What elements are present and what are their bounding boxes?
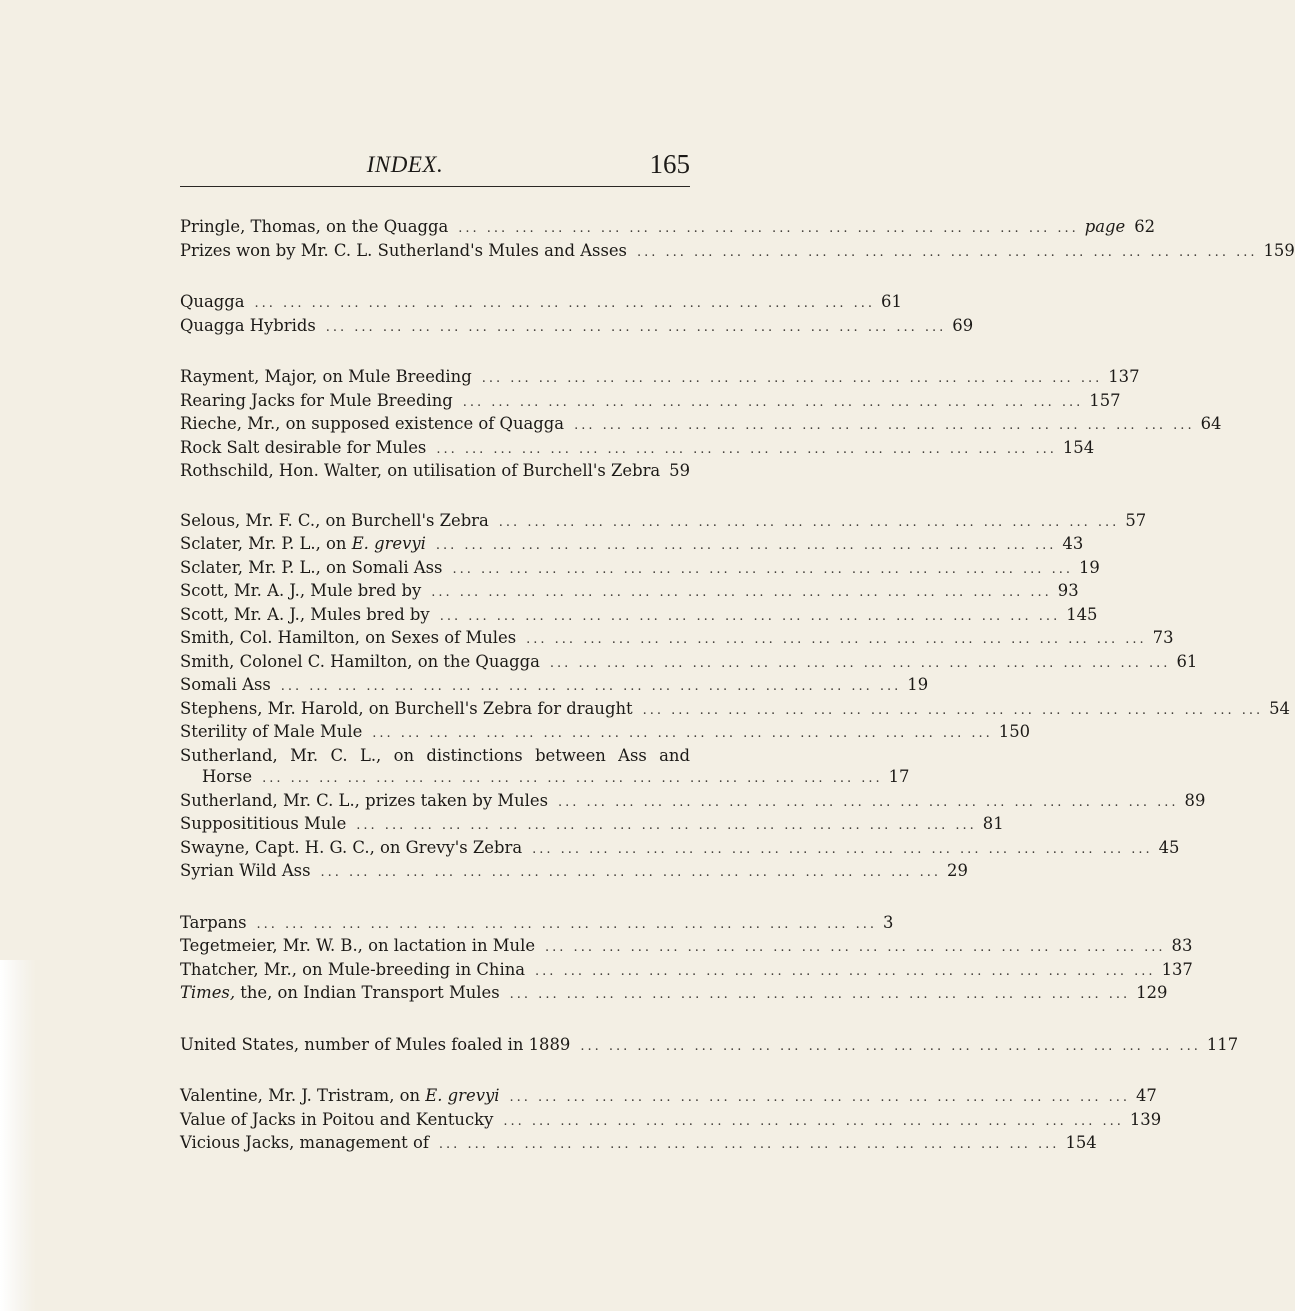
leader-dots (448, 218, 1085, 240)
entry-page-number: 89 (1184, 790, 1206, 810)
entry-page-number: 83 (1171, 936, 1193, 955)
entry-text (180, 698, 633, 720)
entry-page-number: 57 (1125, 510, 1147, 530)
page-edge-shadow (0, 960, 36, 1311)
leader-dots (362, 723, 999, 745)
index-entry (180, 837, 1180, 861)
entry-page-number: 43 (1062, 534, 1084, 553)
entry-label: Sclater, Mr. P. L., on (180, 534, 352, 553)
entry-text (180, 1034, 570, 1056)
entry-page-number: 157 (1089, 390, 1121, 410)
leader-dots (430, 606, 1067, 628)
index-letter-group (180, 366, 1222, 482)
leader-dots (525, 961, 1162, 983)
entry-label: Selous, Mr. F. C., on Burchell's Zebra (180, 510, 489, 530)
entry-text (180, 413, 564, 435)
entry-page-number: 150 (998, 722, 1031, 741)
leader-dots (540, 653, 1177, 675)
entry-label: Smith, Col. Hamilton, on Sexes of Mules (180, 628, 517, 647)
entry-word: distinctions (426, 745, 523, 765)
index-entry (180, 510, 1147, 534)
entry-text (180, 580, 421, 602)
leader-dots (271, 676, 908, 698)
entry-text (180, 745, 690, 767)
leader-dots (316, 317, 953, 339)
entry-word: Sutherland, (180, 745, 278, 765)
leader-dots (346, 815, 983, 837)
leader-dots (535, 937, 1172, 959)
leader-dots (252, 768, 889, 790)
entry-label-italic: E. grevyi (425, 1086, 500, 1105)
entry-text (180, 674, 271, 696)
entry-word: L., (359, 745, 382, 765)
index-entry (180, 935, 1193, 959)
entry-page-number: 129 (1136, 983, 1168, 1002)
entry-page-number: 159 (1263, 240, 1295, 260)
leader-dots (627, 242, 1264, 264)
index-entry (180, 580, 1079, 604)
entry-word: Mr. (290, 745, 319, 765)
index-entry (180, 1132, 1097, 1156)
index-entry (180, 291, 902, 315)
entry-label: Tarpans (180, 912, 247, 932)
leader-dots (489, 512, 1126, 534)
index-entry (180, 1085, 1157, 1109)
running-header (180, 149, 690, 187)
entry-page-number: 19 (907, 675, 929, 694)
entry-page-number: 137 (1161, 959, 1193, 979)
index-letter-group (180, 912, 1193, 1006)
entry-text (180, 959, 525, 981)
entry-label-italic: Times, (180, 983, 236, 1002)
leader-dots (472, 368, 1109, 390)
index-entry (180, 437, 1095, 461)
entry-page-number (1085, 216, 1155, 238)
entry-label: Pringle, Thomas, on the Quagga (180, 217, 449, 236)
entry-label: Quagga (180, 292, 245, 311)
entry-label: Vicious Jacks, management of (180, 1133, 429, 1152)
entry-text (180, 982, 500, 1004)
entry-text (180, 437, 426, 459)
entry-label-italic: E. grevyi (351, 534, 426, 553)
entry-page-number: 61 (1176, 651, 1198, 671)
entry-label: United States, number of Mules foaled in 1889 (180, 1034, 571, 1054)
leader-dots (421, 582, 1058, 604)
index-entry (180, 982, 1168, 1006)
index-entry (180, 912, 894, 936)
entry-text (180, 860, 311, 882)
index-letter-group (180, 510, 1290, 884)
entry-label: Sterility of Male Mule (180, 722, 363, 741)
leader-dots (429, 1134, 1066, 1156)
leader-dots (570, 1036, 1207, 1058)
index-entry (180, 698, 1290, 722)
entry-text (180, 216, 448, 238)
entry-text (180, 837, 522, 859)
entry-text (180, 935, 535, 957)
entry-label: Stephens, Mr. Harold, on Burchell's Zebra for draught (180, 698, 633, 718)
entry-page-number: 73 (1152, 628, 1174, 647)
entry-text (180, 813, 346, 835)
entry-label: Prizes won by Mr. C. L. Sutherland's Mules and Asses (180, 240, 627, 260)
entry-page-number: 29 (947, 861, 968, 880)
entry-text (180, 533, 426, 555)
leader-dots (500, 984, 1137, 1006)
entry-page-number: 81 (982, 814, 1004, 833)
entry-page-number: 64 (1200, 414, 1222, 433)
entry-label: Swayne, Capt. H. G. C., on Grevy's Zebra (180, 837, 523, 857)
index-letter-group (180, 1034, 1239, 1058)
entry-page-number: 61 (881, 292, 902, 311)
leader-dots (516, 629, 1153, 651)
index-entry (180, 557, 1100, 581)
page-number: 165 (649, 149, 690, 179)
index-list (180, 216, 1295, 1184)
entry-text (180, 390, 453, 412)
index-entry (180, 413, 1222, 437)
index-entry (180, 315, 974, 339)
entry-text (180, 557, 442, 579)
entry-text (180, 651, 540, 673)
leader-dots (499, 1087, 1136, 1109)
entry-text (180, 460, 661, 482)
entry-word: between (535, 745, 606, 765)
entry-label: Supposititious Mule (180, 814, 347, 833)
index-entry (180, 366, 1140, 390)
index-entry (180, 860, 968, 884)
index-entry (180, 390, 1121, 414)
entry-label: Tegetmeier, Mr. W. B., on lactation in Mule (180, 936, 536, 955)
index-letter-group (180, 291, 974, 338)
entry-label: Quagga Hybrids (180, 315, 316, 335)
leader-dots (247, 914, 884, 936)
entry-label: Valentine, Mr. J. Tristram, on (180, 1086, 426, 1105)
index-entry (180, 604, 1098, 628)
entry-page-number: 69 (952, 315, 974, 335)
entry-page-number: 154 (1062, 437, 1095, 457)
entry-text (180, 721, 362, 743)
entry-text (180, 1085, 499, 1107)
entry-continuation: Horse (202, 767, 253, 786)
entry-text (180, 604, 430, 626)
entry-page-number: 59 (669, 461, 690, 480)
entry-label: Rearing Jacks for Mule Breeding (180, 390, 453, 410)
entry-label: Scott, Mr. A. J., Mule bred by (180, 581, 422, 600)
entry-label: Rothschild, Hon. Walter, on utilisation of Burchell's Zebra (180, 461, 661, 480)
page-word: page (1084, 217, 1126, 236)
index-entry (180, 674, 929, 698)
entry-page-number: 19 (1078, 557, 1100, 577)
index-entry (180, 651, 1198, 675)
entry-word: Ass (618, 745, 647, 765)
entry-text (180, 1109, 493, 1131)
entry-page-number: 17 (888, 767, 910, 786)
entry-text (180, 240, 627, 262)
entry-label: Somali Ass (180, 675, 271, 694)
index-letter-group (180, 216, 1295, 263)
leader-dots (633, 700, 1270, 722)
index-entry (180, 533, 1084, 557)
index-entry (180, 766, 910, 790)
entry-text (180, 627, 516, 649)
entry-label: the, on Indian Transport Mules (235, 983, 500, 1002)
entry-label: Syrian Wild Ass (180, 861, 311, 880)
entry-text (180, 790, 548, 812)
leader-dots (426, 535, 1063, 557)
entry-label: Scott, Mr. A. J., Mules bred by (180, 604, 430, 624)
leader-dots (564, 415, 1201, 437)
entry-text (180, 1132, 429, 1154)
entry-page-number: 139 (1129, 1109, 1162, 1129)
index-entry (180, 216, 1156, 240)
entry-page-number: 3 (883, 912, 894, 932)
entry-word: C. (330, 745, 348, 765)
index-entry (180, 790, 1206, 814)
index-entry (180, 721, 1031, 745)
leader-dots (426, 439, 1063, 461)
entry-page-number: 54 (1269, 698, 1290, 718)
entry-text (180, 291, 245, 313)
leader-dots (493, 1111, 1130, 1133)
entry-page-number: 145 (1066, 604, 1098, 624)
index-entry (180, 1034, 1239, 1058)
leader-dots (442, 559, 1079, 581)
index-entry (180, 959, 1193, 983)
entry-label: Thatcher, Mr., on Mule-breeding in China (180, 959, 526, 979)
page-number-value: 62 (1134, 217, 1156, 236)
leader-dots (453, 392, 1090, 414)
entry-label: Value of Jacks in Poitou and Kentucky (180, 1109, 494, 1129)
entry-page-number: 137 (1108, 367, 1140, 386)
entry-page-number: 93 (1057, 581, 1079, 600)
running-title: INDEX. (366, 152, 444, 177)
entry-label: Smith, Colonel C. Hamilton, on the Quagga (180, 651, 540, 671)
leader-dots (548, 792, 1185, 814)
index-letter-group (180, 1085, 1162, 1156)
entry-page-number: 117 (1206, 1034, 1239, 1054)
entry-label: Rock Salt desirable for Mules (180, 437, 427, 457)
index-entry (180, 460, 690, 482)
index-entry (180, 240, 1295, 264)
entry-text (180, 510, 489, 532)
entry-label: Rieche, Mr., on supposed existence of Quagga (180, 414, 565, 433)
leader-dots (522, 839, 1159, 861)
entry-text (180, 315, 316, 337)
entry-label: Sutherland, Mr. C. L., prizes taken by Mules (180, 790, 549, 810)
entry-label: Sclater, Mr. P. L., on Somali Ass (180, 557, 443, 577)
leader-dots (311, 862, 948, 884)
entry-text (180, 912, 247, 934)
entry-label: Rayment, Major, on Mule Breeding (180, 367, 472, 386)
entry-page-number: 45 (1158, 837, 1180, 857)
entry-page-number: 47 (1135, 1086, 1157, 1105)
entry-page-number: 154 (1065, 1133, 1097, 1152)
entry-text (180, 366, 472, 388)
leader-dots (245, 293, 882, 315)
index-entry (180, 627, 1174, 651)
index-entry (180, 1109, 1162, 1133)
entry-word: and (659, 745, 690, 765)
entry-word: on (393, 745, 415, 765)
index-entry (180, 813, 1004, 837)
